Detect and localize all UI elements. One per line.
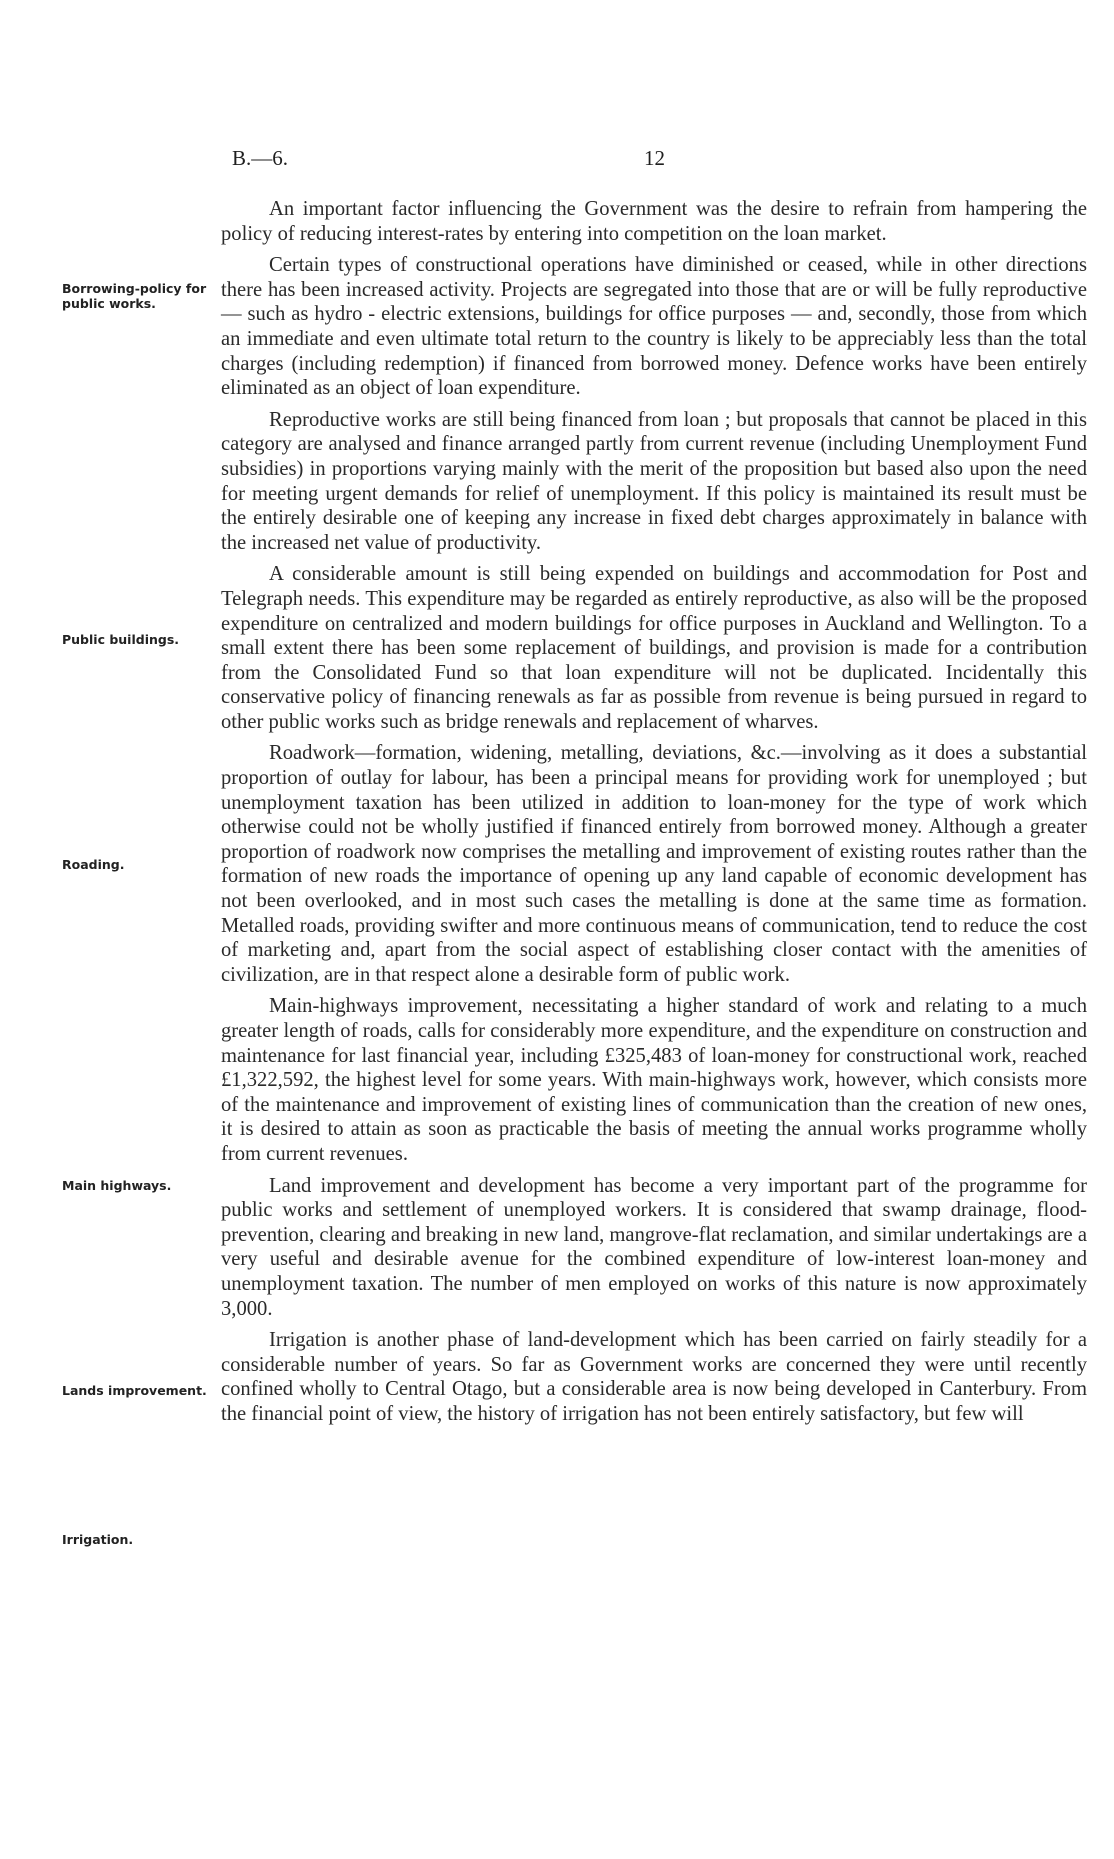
page-number: 12 xyxy=(644,146,665,170)
paragraph-borrowing-policy: Certain types of constructional operations have diminished or ceased, while in other directions there has been increased activity. Projects are segregated into those that are or will be fully reproductive — such as hydro - electric extensions, buildings for office purposes — and, secondly, those from which an immediate and even ultimate total return to the country is likely to be appreciably less than the total charges (including redemption) if financed from borrowed money. Defence works have been entirely eliminated as an object of loan expenditure. xyxy=(221,254,1087,400)
margin-note-borrowing-policy: Borrowing-policy for public works. xyxy=(62,281,207,311)
paragraph-interest-rates: An important factor influencing the Government was the desire to refrain from hampering the policy of reducing interest-rates by entering into competition on the loan market. xyxy=(221,198,1087,245)
paragraph-irrigation: Irrigation is another phase of land-development which has been carried on fairly steadily for a considerable number of years. So far as Government works are concerned they were until recently confined wholly to Central Otago, but a considerable area is now being developed in Canterbury. From the financial point of view, the history of irrigation has not been entirely satisfactory, but few will xyxy=(221,1329,1087,1425)
margin-note-lands-improvement: Lands improvement. xyxy=(62,1383,207,1398)
paragraph-public-buildings: A considerable amount is still being expended on buildings and accommodation for Post and Telegraph needs. This expenditure may be regarded as entirely reproductive, as also will be the proposed expenditure on centralized and modern buildings for office purposes in Auckland and Wellington. To a small extent there has been some replacement of buildings, and provision is made for a contribution from the Consolidated Fund so that loan expenditure will not be duplicated. Incidentally this conservative policy of financing renewals as far as possible from revenue is being pursued in regard to other public works such as bridge renewals and replacement of wharves. xyxy=(221,563,1087,733)
margin-note-irrigation: Irrigation. xyxy=(62,1532,134,1547)
margin-note-roading: Roading. xyxy=(62,857,125,872)
margin-note-main-highways: Main highways. xyxy=(62,1178,172,1193)
margin-note-public-buildings: Public buildings. xyxy=(62,632,180,647)
paragraph-reproductive-works: Reproductive works are still being financed from loan ; but proposals that cannot be placed in this category are analysed and finance arranged partly from current revenue (including Unemployment Fund subsidies) in proportions varying mainly with the merit of the proposition but based also upon the need for meeting urgent demands for relief of unemployment. If this policy is maintained its result must be the entirely desirable one of keeping any increase in fixed debt charges approximately in balance with the increased net value of productivity. xyxy=(221,408,1087,554)
document-reference: B.—6. xyxy=(232,146,289,170)
body-text xyxy=(221,197,1087,1434)
paragraph-main-highways: Main-highways improvement, necessitating a higher standard of work and relating to a much greater length of roads, calls for considerably more expenditure, and the expenditure on construction and maintenance for last financial year, including £325,483 of loan-money for constructional work, reached £1,322,592, the highest level for some years. With main-highways work, however, which consists more of the maintenance and improvement of existing lines of communication than the creation of new ones, it is desired to attain as soon as practicable the basis of meeting the annual works programme wholly from current revenues. xyxy=(221,995,1087,1165)
paragraph-lands-improvement: Land improvement and development has become a very important part of the programme for public works and settlement of unemployed workers. It is considered that swamp drainage, flood-prevention, clearing and breaking in new land, mangrove-flat reclamation, and similar undertakings are a very useful and desirable avenue for the combined expenditure of low-interest loan-money and unemployment taxation. The number of men employed on works of this nature is now approximately 3,000. xyxy=(221,1174,1087,1320)
paragraph-roading: Roadwork—formation, widening, metalling, deviations, &c.—involving as it does a substantial proportion of outlay for labour, has been a principal means for providing work for unemployed ; but unemployment taxation has been utilized in addition to loan-money for the type of work which otherwise could not be wholly justified if financed entirely from borrowed money. Although a greater proportion of roadwork now comprises the metalling and improvement of existing routes rather than the formation of new roads the importance of opening up any land capable of economic development has not been overlooked, and in most such cases the metalling is done at the same time as formation. Metalled roads, providing swifter and more continuous means of communication, tend to reduce the cost of marketing and, apart from the social aspect of establishing closer contact with the amenities of civilization, are in that respect alone a desirable form of public work. xyxy=(221,742,1087,986)
